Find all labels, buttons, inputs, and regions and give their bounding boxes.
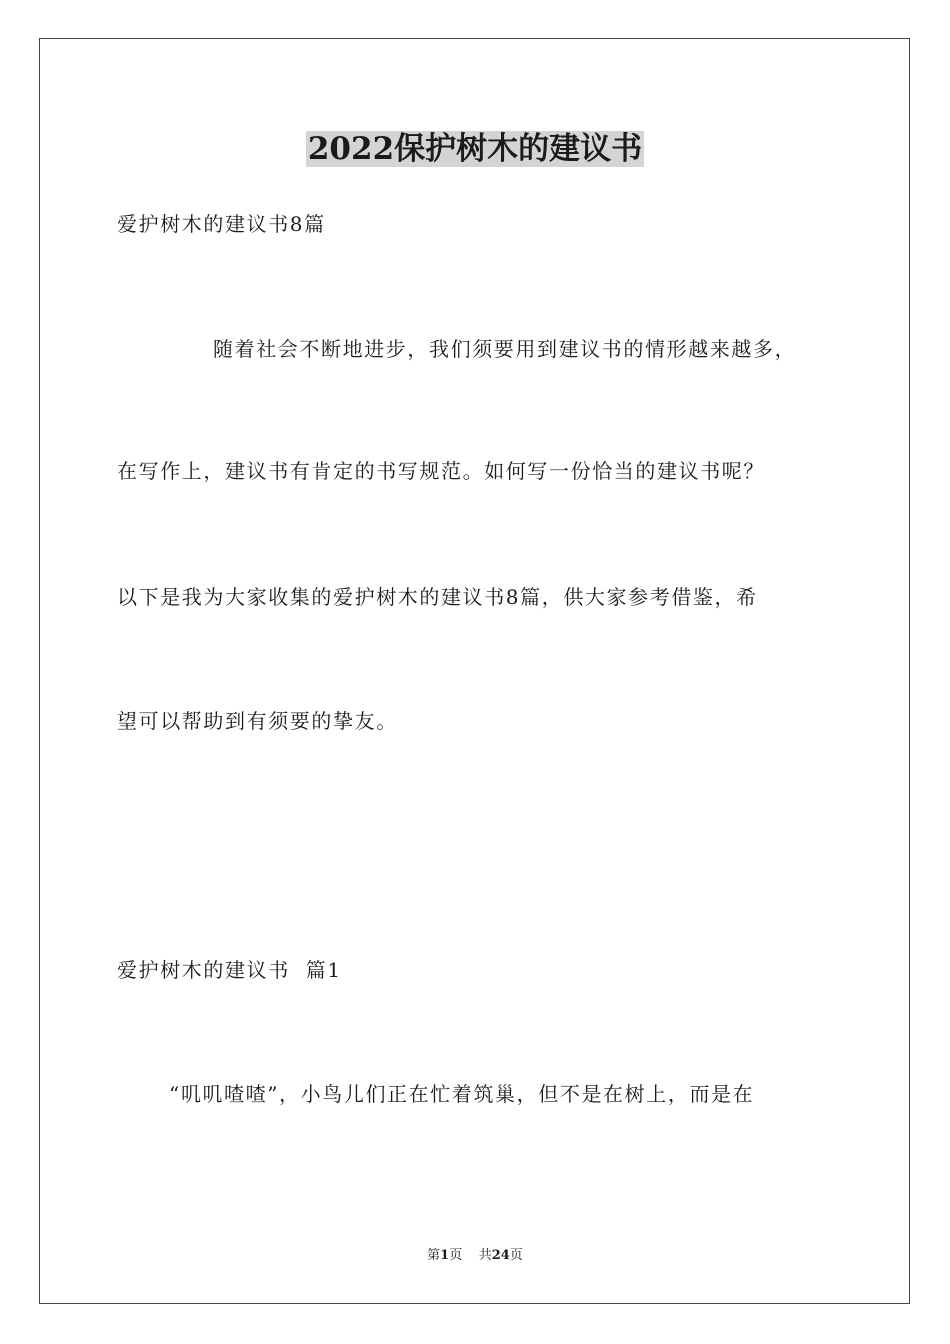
footer-mid: 页 共: [449, 1248, 492, 1263]
footer-page-total: 24: [491, 1248, 510, 1263]
section-heading: 爱护树木的建议书 篇1: [117, 958, 342, 982]
footer-suffix: 页: [509, 1248, 523, 1263]
intro-line-4: 望可以帮助到有须要的挚友。: [117, 709, 398, 733]
intro-line-1: 随着社会不断地进步，我们须要用到建议书的情形越来越多，: [213, 337, 797, 361]
document-subtitle: 爱护树木的建议书8篇: [117, 212, 326, 236]
intro-line-2: 在写作上，建议书有肯定的书写规范。如何写一份恰当的建议书呢？: [117, 459, 765, 483]
intro-line-3: 以下是我为大家收集的爱护树木的建议书8篇，供大家参考借鉴，希: [117, 585, 758, 609]
page-footer: [0, 1247, 950, 1265]
footer-page-number: 1: [440, 1248, 450, 1263]
section-first-line: “叽叽喳喳”，小鸟儿们正在忙着筑巢，但不是在树上，而是在: [169, 1082, 755, 1106]
document-title: [0, 127, 950, 171]
document-title-text: 2022保护树木的建议书: [307, 131, 643, 167]
footer-prefix: 第: [427, 1248, 441, 1263]
